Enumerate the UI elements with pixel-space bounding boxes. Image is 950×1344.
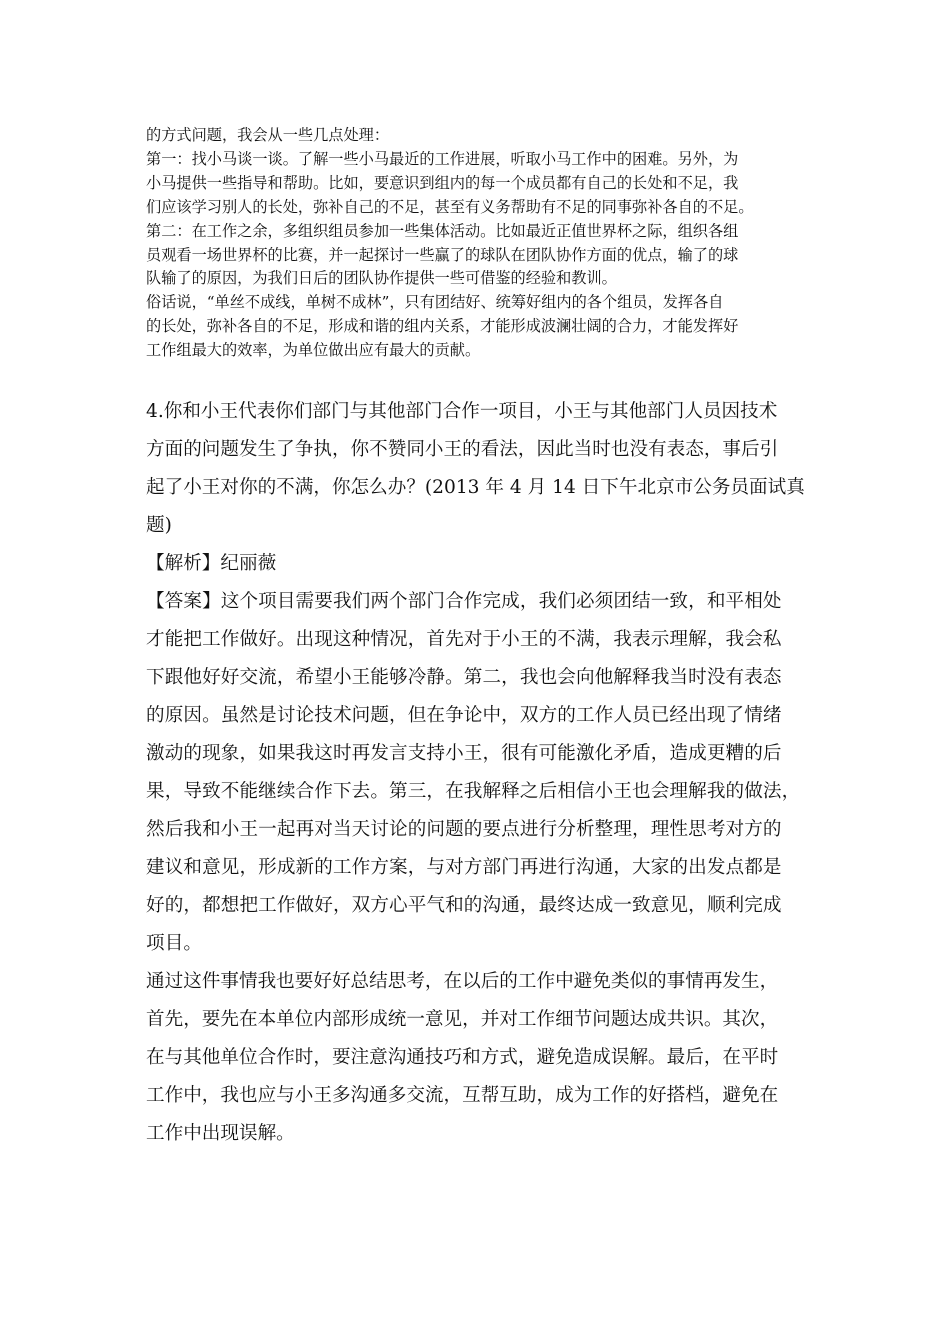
text-line: 才能把工作做好。出现这种情况，首先对于小王的不满，我表示理解，我会私 — [146, 629, 782, 650]
answer-text — [146, 583, 818, 963]
text-line: 的方式问题，我会从一些几点处理： — [146, 126, 389, 144]
text-line: 的原因。虽然是讨论技术问题，但在争论中，双方的工作人员已经出现了情绪 — [146, 705, 782, 726]
text-line: 激动的现象，如果我这时再发言支持小王，很有可能激化矛盾，造成更糟的后 — [146, 743, 782, 764]
text-line: 工作组最大的效率，为单位做出应有最大的贡献。 — [146, 341, 481, 360]
text-line: 项目。 — [146, 933, 203, 954]
text-line: 第二：在工作之余，多组织组员参加一些集体活动。比如最近正值世界杯之际，组织各组 — [146, 221, 739, 240]
text-line: 下跟他好好交流，希望小王能够冷静。第二，我也会向他解释我当时没有表态 — [146, 667, 782, 688]
text-line: 起了小王对你的不满，你怎么办？(2013 年 4 月 14 日下午北京市公务员面试真 — [146, 477, 805, 498]
text-line: 们应该学习别人的长处，弥补自己的不足，甚至有义务帮助有不足的同事弥补各自的不足。 — [146, 197, 754, 216]
text-line: 【答案】这个项目需要我们两个部门合作完成，我们必须团结一致，和平相处 — [146, 591, 782, 612]
text-line: 员观看一场世界杯的比赛，并一起探讨一些赢了的球队在团队协作方面的优点，输了的球 — [146, 245, 739, 264]
text-line: 然后我和小王一起再对当天讨论的问题的要点进行分析整理，理性思考对方的 — [146, 819, 782, 840]
text-line: 好的，都想把工作做好，双方心平气和的沟通，最终达成一致意见，顺利完成 — [146, 895, 782, 916]
text-line: 工作中，我也应与小王多沟通多交流，互帮互助，成为工作的好搭档，避免在 — [146, 1085, 779, 1106]
text-line: 果，导致不能继续合作下去。第三，在我解释之后相信小王也会理解我的做法， — [146, 781, 801, 802]
text-line: 第一：找小马谈一谈。了解一些小马最近的工作进展，听取小马工作中的困难。另外，为 — [146, 149, 739, 168]
analysis-line: 【解析】纪丽薇 — [146, 553, 277, 574]
text-line: 建议和意见，形成新的工作方案，与对方部门再进行沟通，大家的出发点都是 — [146, 857, 782, 878]
text-line: 在与其他单位合作时，要注意沟通技巧和方式，避免造成误解。最后，在平时 — [146, 1047, 779, 1068]
text-line: 队输了的原因，为我们日后的团队协作提供一些可借鉴的经验和教训。 — [146, 269, 617, 288]
text-line: 4.你和小王代表你们部门与其他部门合作一项目，小王与其他部门人员因技术 — [146, 401, 778, 422]
text-line: 俗话说，“单丝不成线，单树不成林”，只有团结好、统筹好组内的各个组员，发挥各自 — [146, 293, 724, 312]
previous-answer-section — [146, 124, 810, 363]
text-line: 通过这件事情我也要好好总结思考，在以后的工作中避免类似的事情再发生， — [146, 971, 779, 992]
conclusion-text — [146, 963, 818, 1153]
question-text — [146, 393, 818, 545]
text-line: 题) — [146, 515, 172, 536]
question-4-section — [146, 393, 818, 1153]
text-line: 首先，要先在本单位内部形成统一意见，并对工作细节问题达成共识。其次， — [146, 1009, 779, 1030]
text-line: 的长处，弥补各自的不足，形成和谐的组内关系，才能形成波澜壮阔的合力，才能发挥好 — [146, 317, 739, 336]
text-line: 工作中出现误解。 — [146, 1123, 295, 1144]
text-line: 方面的问题发生了争执，你不赞同小王的看法，因此当时也没有表态，事后引 — [146, 439, 779, 460]
text-line: 小马提供一些指导和帮助。比如，要意识到组内的每一个成员都有自己的长处和不足，我 — [146, 173, 739, 192]
